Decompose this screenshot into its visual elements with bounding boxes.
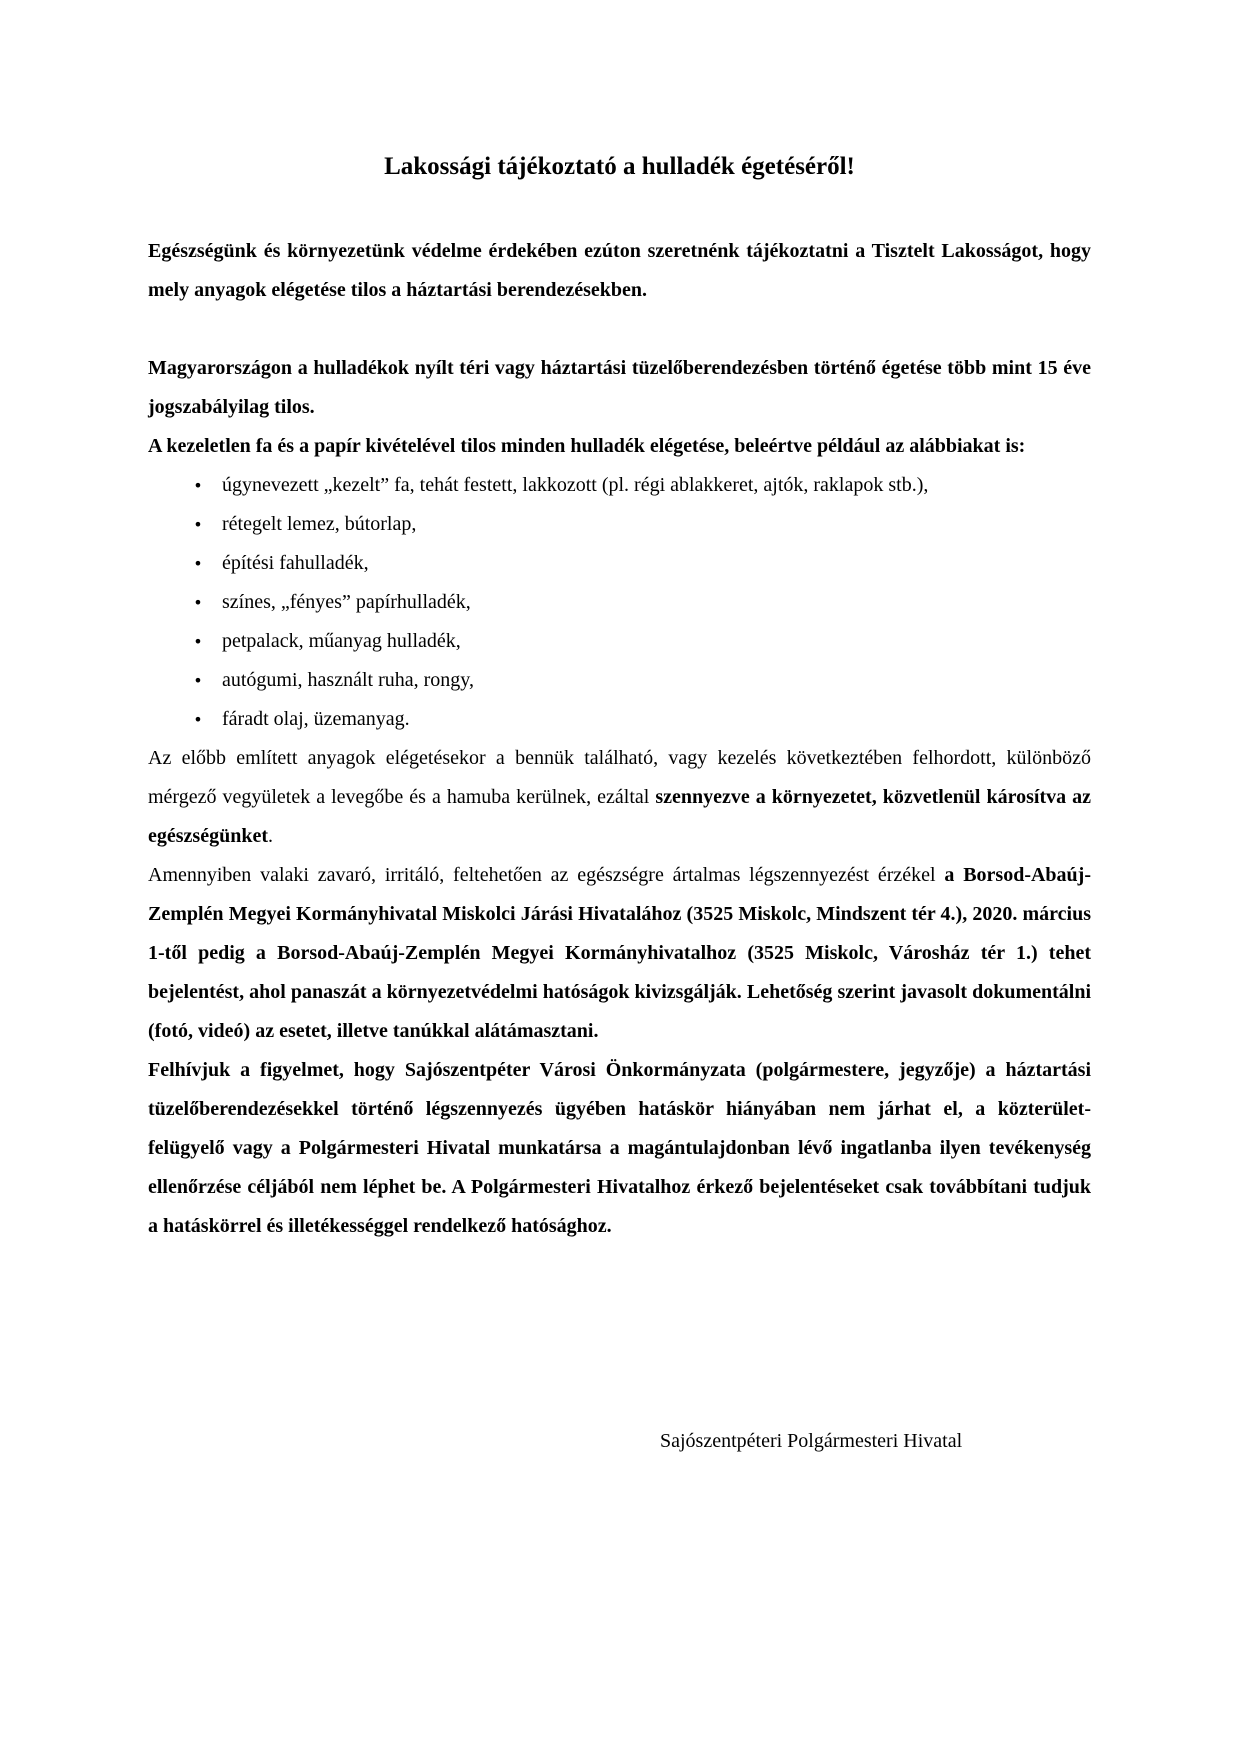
bullet-icon: •: [193, 554, 203, 573]
effects-text: Az előbb említett anyagok elégetésekor a bennük található, vagy kezelés következtében felhordott, különböző mérgező vegyületek a levegőbe és a hamuba kerülnek, ezáltal: [148, 747, 1091, 808]
list-item: [148, 466, 1091, 505]
rule-paragraph: A kezeletlen fa és a papír kivételével tilos minden hulladék elégetése, beleértve például az alábbiakat is:: [148, 435, 1026, 457]
bullet-icon: •: [193, 632, 203, 651]
intro-paragraph: Egészségünk és környezetünk védelme érdekében ezúton szeretnénk tájékoztatni a Tisztelt Lakosságot, hogy mely anyagok elégetése tilos a háztartási berendezésekben.: [148, 240, 1091, 301]
complaint-paragraph: [148, 856, 1091, 1051]
signature: Sajószentpéteri Polgármesteri Hivatal: [660, 1430, 963, 1452]
list-item-text: úgynevezett „kezelt” fa, tehát festett, lakkozott (pl. régi ablakkeret, ajtók, raklapok stb.),: [222, 474, 929, 496]
notice-paragraph: Felhívjuk a figyelmet, hogy Sajószentpéter Városi Önkormányzata (polgármestere, jegyzője) a háztartási tüzelőberendezésekkel történő légszennyezés ügyében hatáskör hiányában nem járhat el, a közterület-felügyelő vagy a Polgármesteri Hivatal munkatársa a magántulajdonban lévő ingatlanba ilyen tevékenység ellenőrzése céljából nem léphet be. A Polgármesteri Hivatalhoz érkező bejelentéseket csak továbbítani tudjuk a hatáskörrel és illetékességgel rendelkező hatósághoz.: [148, 1059, 1091, 1237]
list-item-text: színes, „fényes” papírhulladék,: [222, 591, 471, 613]
document-body: [148, 232, 1091, 1246]
list-item-text: rétegelt lemez, bútorlap,: [222, 513, 417, 535]
document-title: Lakossági tájékoztató a hulladék égetéséről!: [384, 153, 855, 180]
list-item: [148, 661, 1091, 700]
complaint-text: Amennyiben valaki zavaró, irritáló, feltehetően az egészségre ártalmas légszennyezést érzékel: [148, 864, 945, 886]
effects-end: .: [267, 825, 273, 847]
bullet-icon: •: [193, 710, 203, 729]
list-item-text: petpalack, műanyag hulladék,: [222, 630, 461, 652]
list-item: [148, 700, 1091, 739]
bullet-icon: •: [193, 476, 203, 495]
list-item: [148, 622, 1091, 661]
effects-paragraph: [148, 739, 1091, 856]
bullet-icon: •: [193, 671, 203, 690]
list-item: [148, 583, 1091, 622]
list-item: [148, 505, 1091, 544]
list-item-text: építési fahulladék,: [222, 552, 369, 574]
paragraph-spacer: [148, 310, 1091, 349]
list-item-text: autógumi, használt ruha, rongy,: [222, 669, 474, 691]
list-item: [148, 544, 1091, 583]
bullet-icon: •: [193, 593, 203, 612]
effects-emphasis: szennyezve a környezetet, közvetlenül károsítva az egészségünket: [148, 786, 1091, 847]
list-item-text: fáradt olaj, üzemanyag.: [222, 708, 410, 730]
law-paragraph: Magyarországon a hulladékok nyílt téri vagy háztartási tüzelőberendezésben történő égetése több mint 15 éve jogszabályilag tilos.: [148, 357, 1091, 418]
complaint-emphasis: a Borsod-Abaúj-Zemplén Megyei Kormányhivatal Miskolci Járási Hivatalához (3525 Miskolc, Mindszent tér 4.), 2020. március 1-től pedig a Borsod-Abaúj-Zemplén Megyei Kormányhivatalhoz (3525 Miskolc, Városház tér 1.) tehet bejelentést, ahol panaszát a környezetvédelmi hatóságok kivizsgálják. Lehetőség szerint javasolt dokumentálni (fotó, videó) az esetet, illetve tanúkkal alátámasztani.: [148, 864, 1091, 1042]
prohibited-waste-list: [148, 466, 1091, 739]
bullet-icon: •: [193, 515, 203, 534]
